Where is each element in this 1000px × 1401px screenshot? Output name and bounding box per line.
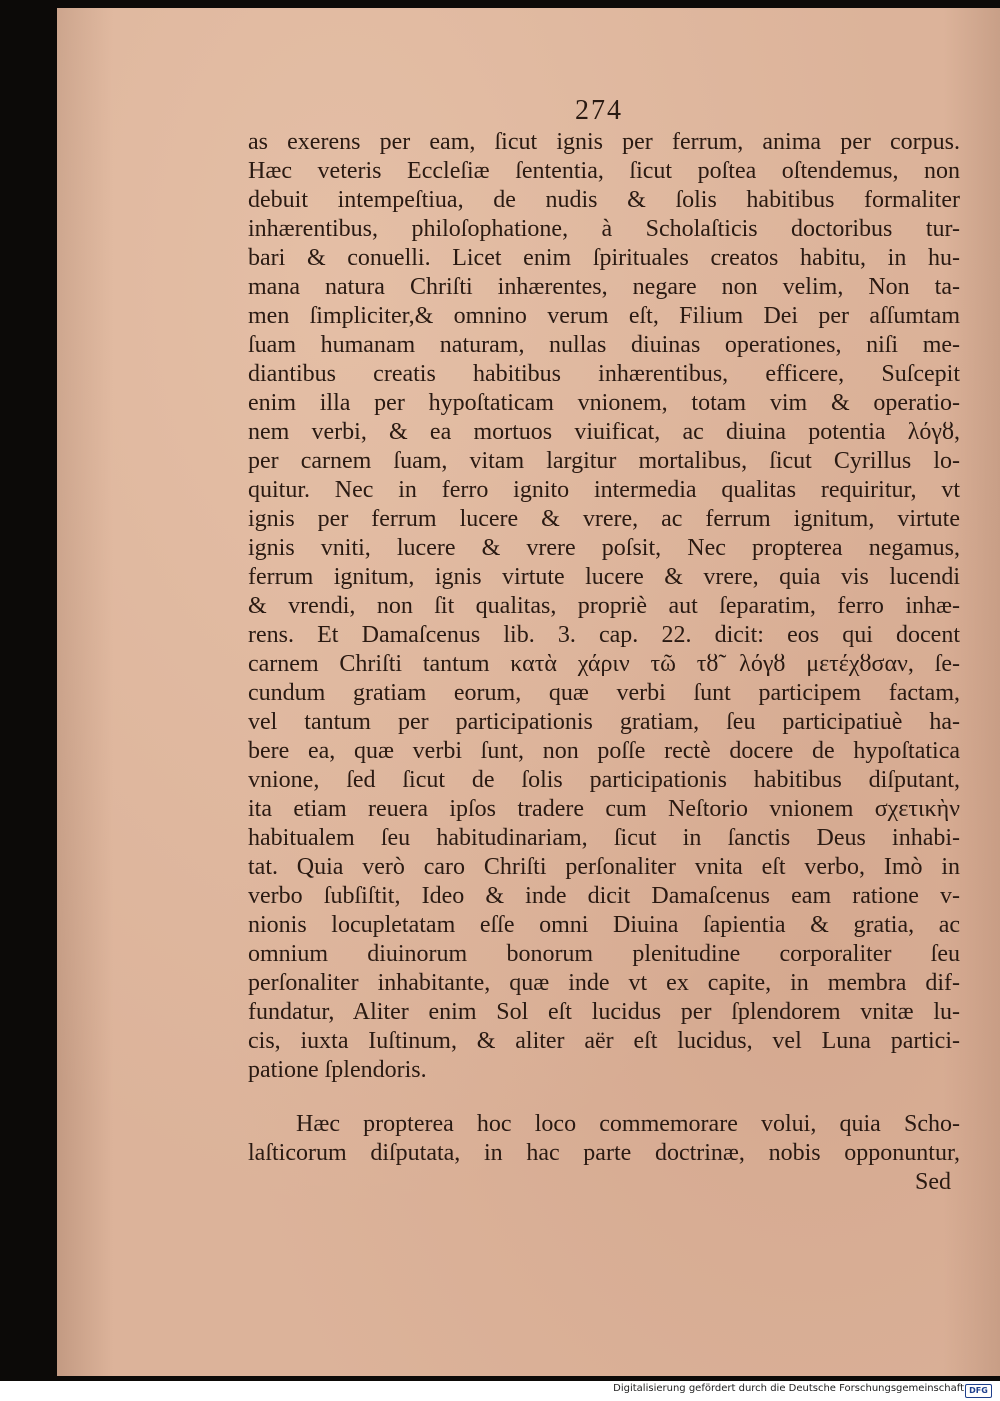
digitization-credit: Digitalisierung gefördert durch die Deutsche Forschungsgemeinschaft (613, 1383, 964, 1394)
text-line: cundum gratiam eorum, quæ verbi ſunt participem factam, (248, 680, 960, 706)
text-line: verbo ſubſiſtit, Ideo & inde dicit Damaſcenus eam ratione v- (248, 883, 960, 909)
second-paragraph (248, 1110, 960, 1168)
text-line: cis, iuxta Iuſtinum, & aliter aër eſt lucidus, vel Luna partici- (248, 1028, 960, 1054)
text-line: Hæc propterea hoc loco commemorare volui, quia Scho- (296, 1111, 960, 1137)
text-line: as exerens per eam, ſicut ignis per ferrum, anima per corpus. (248, 129, 960, 155)
text-line: ignis per ferrum lucere & vrere, ac ferrum ignitum, virtute (248, 506, 960, 532)
text-line: habitualem ſeu habitudinariam, ſicut in ſanctis Deus inhabi- (248, 825, 960, 851)
text-line: fundatur, Aliter enim Sol eſt lucidus per ſplendorem vnitæ lu- (248, 999, 960, 1025)
text-line: & vrendi, non ſit qualitas, propriè aut ſeparatim, ferro inhæ- (248, 593, 960, 619)
text-line: perſonaliter inhabitante, quæ inde vt ex capite, in membra dif- (248, 970, 960, 996)
text-line: ignis vniti, lucere & vrere poſsit, Nec propterea negamus, (248, 535, 960, 561)
text-line: ita etiam reuera ipſos tradere cum Neſtorio vnionem σχετικὴν (248, 796, 960, 822)
main-paragraph (248, 128, 960, 1085)
text-line: patione ſplendoris. (248, 1057, 427, 1083)
text-line: diantibus creatis habitibus inhærentibus, efficere, Suſcepit (248, 361, 960, 387)
text-line: nem verbi, & ea mortuos viuificat, ac diuina potentia λόγȣ, (248, 419, 960, 445)
text-line: mana natura Chriſti inhærentes, negare non velim, Non ta- (248, 274, 960, 300)
text-line: tat. Quia verò caro Chriſti perſonaliter vnita eſt verbo, Imò in (248, 854, 960, 880)
text-line: Hæc veteris Eccleſiæ ſententia, ſicut poſtea oſtendemus, non (248, 158, 960, 184)
text-line: bari & conuelli. Licet enim ſpirituales creatos habitu, in hu- (248, 245, 960, 271)
catchword: Sed (915, 1169, 951, 1195)
text-line: enim illa per hypoſtaticam vnionem, totam vim & operatio- (248, 390, 960, 416)
text-line: nionis locupletatam eſſe omni Diuina ſapientia & gratia, ac (248, 912, 960, 938)
text-line: bere ea, quæ verbi ſunt, non poſſe rectè docere de hypoſtatica (248, 738, 960, 764)
text-line: quitur. Nec in ferro ignito intermedia qualitas requiritur, vt (248, 477, 960, 503)
text-line: carnem Chriſti tantum κατὰ χάριν τῶ τȣ̃ λόγȣ μετέχȣσαν, ſe- (248, 651, 960, 677)
text-line: omnium diuinorum bonorum plenitudine corporaliter ſeu (248, 941, 960, 967)
text-line: ſuam humanam naturam, nullas diuinas operationes, niſi me- (248, 332, 960, 358)
text-line: per carnem ſuam, vitam largitur mortalibus, ſicut Cyrillus lo- (248, 448, 960, 474)
page-number: 274 (575, 95, 623, 126)
dfg-logo: DFG (965, 1384, 992, 1398)
text-line: men ſimpliciter,& omnino verum eſt, Filium Dei per aſſumtam (248, 303, 960, 329)
text-line: rens. Et Damaſcenus lib. 3. cap. 22. dicit: eos qui docent (248, 622, 960, 648)
text-line: inhærentibus, philoſophatione, à Scholaſticis doctoribus tur- (248, 216, 960, 242)
text-line: ferrum ignitum, ignis virtute lucere & vrere, quia vis lucendi (248, 564, 960, 590)
text-line: debuit intempeſtiua, de nudis & ſolis habitibus formaliter (248, 187, 960, 213)
text-line: vel tantum per participationis gratiam, ſeu participatiuè ha- (248, 709, 960, 735)
text-line: laſticorum diſputata, in hac parte doctrinæ, nobis opponuntur, (248, 1140, 960, 1166)
text-line: vnione, ſed ſicut de ſolis participationis habitibus diſputant, (248, 767, 960, 793)
